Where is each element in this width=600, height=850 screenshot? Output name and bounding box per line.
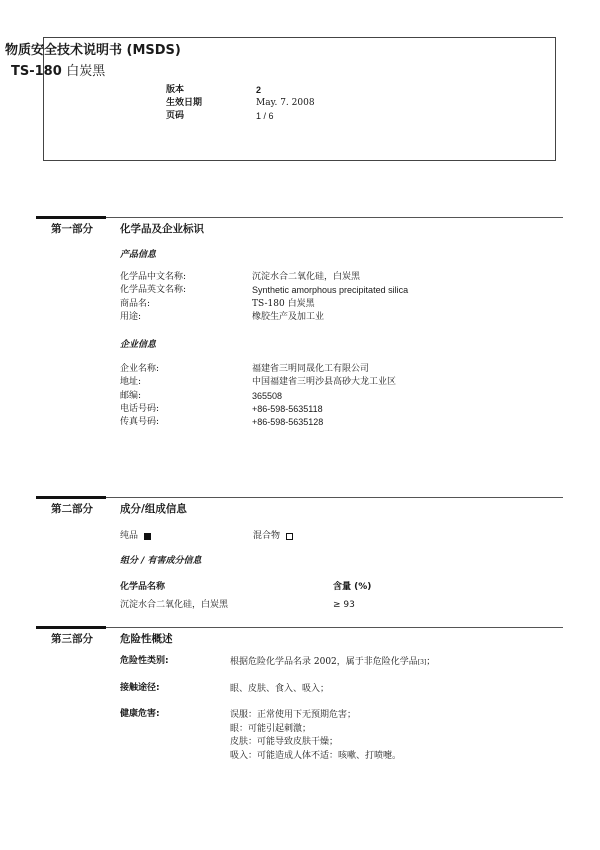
field-label: 电话号码: [120, 403, 160, 414]
section-2-number: 第二部分 [51, 503, 93, 515]
hazard-text: 根据危险化学品名录 2002，属于非危险化学品 [230, 657, 418, 668]
unchecked-box-icon [286, 533, 293, 540]
list-item [120, 403, 520, 416]
pure-label: 纯品 [120, 531, 139, 541]
section-divider-accent [36, 626, 106, 629]
components-heading: 组分 / 有害成分信息 [120, 556, 202, 566]
company-info-heading: 企业信息 [120, 340, 157, 350]
meta-version-value: 2 [256, 85, 262, 96]
section-3-number: 第三部分 [51, 633, 93, 645]
hazard-label: 接触途径: [120, 683, 160, 693]
checked-box-icon [144, 533, 151, 540]
table-row [120, 600, 520, 611]
list-item [120, 363, 520, 376]
field-value: 365508 [252, 390, 283, 401]
list-item [120, 297, 520, 310]
section-divider [36, 627, 563, 628]
field-value: 橡胶生产及加工业 [252, 311, 325, 322]
product-name: 白炭黑 [66, 64, 106, 79]
field-label: 邮编: [120, 390, 142, 401]
health-hazards [120, 709, 550, 763]
list-item [120, 416, 520, 429]
list-item [120, 376, 520, 389]
list-item [120, 271, 520, 284]
hazard-text-tail: ； [426, 657, 436, 668]
hazard-line: 误服：正常使用下无预期危害； [230, 710, 357, 721]
hazard-category [120, 656, 550, 670]
component-name: 沉淀水合二氧化硅，白炭黑 [120, 600, 229, 610]
hazard-line: 吸入：可能造成人体不适：咳嗽、打喷嚏。 [230, 750, 402, 761]
column-header-content: 含量 (%) [333, 582, 372, 592]
column-header-name: 化学品名称 [120, 582, 166, 592]
field-label: 传真号码: [120, 416, 160, 427]
field-value: Synthetic amorphous precipitated silica [252, 285, 409, 296]
component-content: ≥ 93 [333, 600, 355, 610]
field-label: 商品名: [120, 298, 151, 309]
section-divider-accent [36, 496, 106, 499]
field-value: 中国福建省三明沙县高砂大龙工业区 [252, 377, 397, 388]
hazard-line: 皮肤：可能导致皮肤干燥； [230, 737, 339, 748]
section-3-title: 危险性概述 [120, 633, 173, 645]
meta-date-value: May. 7. 2008 [256, 98, 315, 109]
section-2-title: 成分/组成信息 [120, 503, 187, 515]
list-item [120, 389, 520, 402]
list-item [120, 284, 520, 297]
mixture-label: 混合物 [253, 531, 281, 541]
field-value: +86-598-5635118 [252, 403, 323, 414]
company-info-list [120, 363, 520, 429]
meta-date-row [166, 97, 315, 110]
meta-page-row [166, 110, 315, 123]
section-1-number: 第一部分 [51, 223, 93, 235]
product-code: TS-180 [11, 64, 62, 79]
field-label: 用途: [120, 311, 142, 322]
list-item [120, 311, 520, 324]
hazard-label: 危险性类别: [120, 656, 169, 666]
field-label: 地址: [120, 377, 142, 388]
section-divider-accent [36, 216, 106, 219]
meta-version-row [166, 84, 315, 97]
hazard-label: 健康危害: [120, 709, 160, 719]
list-item [120, 709, 550, 763]
hazard-line: 根据危险化学品名录 2002，属于非危险化学品 [3] ； [230, 657, 436, 668]
product-info-heading: 产品信息 [120, 250, 157, 260]
document-title: 物质安全技术说明书 (MSDS) [5, 43, 181, 58]
section-1-title: 化学品及企业标识 [120, 223, 204, 235]
product-info-list [120, 271, 520, 324]
list-item [120, 656, 550, 670]
hazard-lines [230, 683, 329, 697]
field-value: +86-598-5635128 [252, 416, 324, 427]
field-value: 福建省三明同晟化工有限公司 [252, 364, 370, 375]
purity-options [120, 531, 293, 542]
meta-version-label: 版本 [166, 85, 185, 96]
hazard-line: 眼：可能引起刺激； [230, 723, 312, 734]
section-divider [36, 497, 563, 498]
hazard-lines [230, 709, 401, 763]
hazard-line: 眼、皮肤、食入、吸入； [230, 684, 330, 695]
exposure-routes [120, 683, 550, 697]
document-meta [166, 84, 315, 123]
section-divider [36, 217, 563, 218]
field-label: 化学品英文名称: [120, 285, 187, 296]
field-label: 企业名称: [120, 364, 160, 375]
meta-page-value: 1 / 6 [256, 111, 274, 122]
field-label: 化学品中文名称: [120, 272, 187, 283]
list-item [120, 683, 550, 697]
meta-page-label: 页码 [166, 111, 185, 122]
meta-date-label: 生效日期 [166, 98, 203, 109]
hazard-lines [230, 656, 435, 670]
document-subtitle [11, 64, 105, 80]
field-value: 沉淀水合二氧化硅，白炭黑 [252, 272, 361, 283]
pure-option [120, 531, 253, 542]
mixture-option [253, 531, 293, 542]
components-table-header [120, 582, 520, 593]
field-value: TS-180 白炭黑 [252, 298, 315, 309]
